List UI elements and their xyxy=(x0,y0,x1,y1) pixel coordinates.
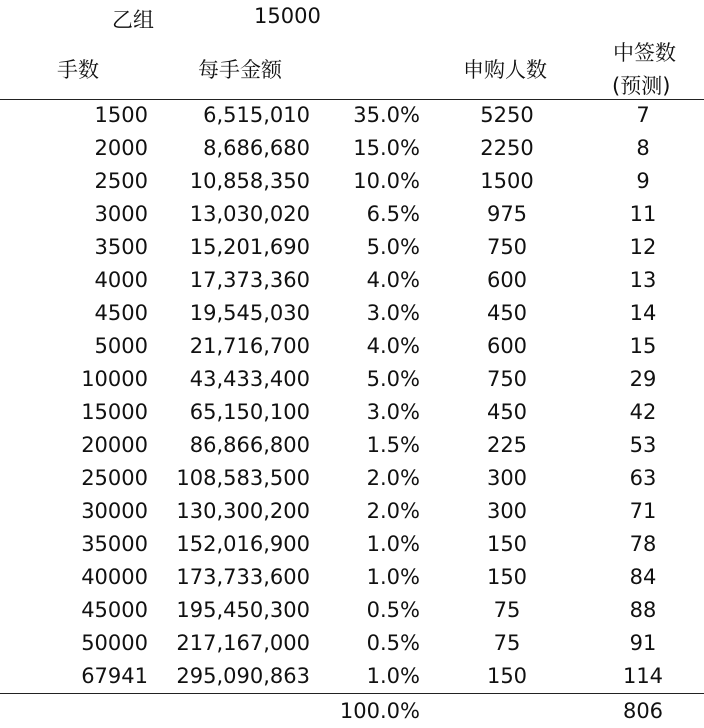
lots-cell: 67941 xyxy=(81,664,148,688)
table-row xyxy=(0,363,704,396)
winners-cell: 15 xyxy=(629,334,657,358)
table-row xyxy=(0,594,704,627)
table-row xyxy=(0,165,704,198)
applicants-cell: 450 xyxy=(486,400,528,424)
lots-cell: 3000 xyxy=(94,202,148,226)
group-label: 乙组 xyxy=(112,8,154,32)
winners-cell: 53 xyxy=(629,433,657,457)
total-winners: 806 xyxy=(622,699,664,723)
table-row xyxy=(0,660,704,693)
applicants-cell: 750 xyxy=(486,235,528,259)
lots-cell: 50000 xyxy=(81,631,148,655)
lots-cell: 2500 xyxy=(94,169,148,193)
amount-cell: 17,373,360 xyxy=(189,268,310,292)
winners-cell: 42 xyxy=(629,400,657,424)
percentage-cell: 1.0% xyxy=(366,664,420,688)
amount-cell: 6,515,010 xyxy=(203,103,310,127)
percentage-cell: 2.0% xyxy=(366,499,420,523)
amount-cell: 43,433,400 xyxy=(189,367,310,391)
table-row xyxy=(0,495,704,528)
percentage-cell: 3.0% xyxy=(366,301,420,325)
percentage-cell: 0.5% xyxy=(366,631,420,655)
table-row xyxy=(0,627,704,660)
winners-cell: 84 xyxy=(629,565,657,589)
applicants-cell: 450 xyxy=(486,301,528,325)
percentage-cell: 3.0% xyxy=(366,400,420,424)
percentage-cell: 4.0% xyxy=(366,268,420,292)
table-row xyxy=(0,297,704,330)
amount-cell: 108,583,500 xyxy=(176,466,310,490)
applicants-cell: 750 xyxy=(486,367,528,391)
applicants-cell: 600 xyxy=(486,268,528,292)
lots-cell: 40000 xyxy=(81,565,148,589)
winners-cell: 78 xyxy=(629,532,657,556)
group-value: 15000 xyxy=(254,4,321,28)
percentage-cell: 35.0% xyxy=(353,103,420,127)
amount-cell: 13,030,020 xyxy=(189,202,310,226)
percentage-cell: 1.0% xyxy=(366,532,420,556)
applicants-cell: 2250 xyxy=(480,136,534,160)
applicants-cell: 300 xyxy=(486,466,528,490)
winners-cell: 13 xyxy=(629,268,657,292)
amount-cell: 8,686,680 xyxy=(203,136,310,160)
applicants-cell: 150 xyxy=(486,565,528,589)
lots-cell: 1500 xyxy=(94,103,148,127)
percentage-cell: 15.0% xyxy=(353,136,420,160)
total-percentage: 100.0% xyxy=(339,699,420,723)
lots-cell: 15000 xyxy=(81,400,148,424)
winners-cell: 114 xyxy=(622,664,664,688)
lots-cell: 3500 xyxy=(94,235,148,259)
table-row xyxy=(0,231,704,264)
amount-cell: 152,016,900 xyxy=(176,532,310,556)
lots-cell: 5000 xyxy=(94,334,148,358)
lots-cell: 20000 xyxy=(81,433,148,457)
table-row xyxy=(0,528,704,561)
table-row xyxy=(0,429,704,462)
winners-cell: 9 xyxy=(636,169,650,193)
winners-cell: 12 xyxy=(629,235,657,259)
percentage-cell: 4.0% xyxy=(366,334,420,358)
amount-cell: 195,450,300 xyxy=(176,598,310,622)
table-row xyxy=(0,330,704,363)
amount-cell: 86,866,800 xyxy=(189,433,310,457)
amount-cell: 21,716,700 xyxy=(189,334,310,358)
applicants-cell: 150 xyxy=(486,664,528,688)
percentage-cell: 10.0% xyxy=(353,169,420,193)
winners-cell: 71 xyxy=(629,499,657,523)
amount-cell: 19,545,030 xyxy=(189,301,310,325)
applicants-cell: 1500 xyxy=(480,169,534,193)
applicants-cell: 975 xyxy=(486,202,528,226)
amount-cell: 295,090,863 xyxy=(176,664,310,688)
winners-cell: 14 xyxy=(629,301,657,325)
lots-cell: 10000 xyxy=(81,367,148,391)
amount-cell: 65,150,100 xyxy=(189,400,310,424)
applicants-cell: 150 xyxy=(486,532,528,556)
lots-cell: 30000 xyxy=(81,499,148,523)
lots-cell: 25000 xyxy=(81,466,148,490)
winners-cell: 91 xyxy=(629,631,657,655)
lots-cell: 2000 xyxy=(94,136,148,160)
table-row xyxy=(0,396,704,429)
totals-divider xyxy=(0,693,704,694)
table-row xyxy=(0,132,704,165)
table-row xyxy=(0,462,704,495)
header-winners: 中签数 xyxy=(613,41,676,65)
amount-cell: 15,201,690 xyxy=(189,235,310,259)
winners-cell: 11 xyxy=(629,202,657,226)
header-lots: 手数 xyxy=(57,58,99,82)
amount-cell: 173,733,600 xyxy=(176,565,310,589)
lots-cell: 45000 xyxy=(81,598,148,622)
percentage-cell: 5.0% xyxy=(366,235,420,259)
totals-row xyxy=(0,695,704,728)
winners-cell: 7 xyxy=(636,103,650,127)
header-winners-forecast: (预测) xyxy=(612,74,671,98)
amount-cell: 10,858,350 xyxy=(189,169,310,193)
applicants-cell: 5250 xyxy=(480,103,534,127)
percentage-cell: 1.0% xyxy=(366,565,420,589)
winners-cell: 29 xyxy=(629,367,657,391)
applicants-cell: 300 xyxy=(486,499,528,523)
table-row xyxy=(0,561,704,594)
winners-cell: 88 xyxy=(629,598,657,622)
lots-cell: 35000 xyxy=(81,532,148,556)
table-row xyxy=(0,198,704,231)
applicants-cell: 75 xyxy=(493,598,521,622)
applicants-cell: 75 xyxy=(493,631,521,655)
percentage-cell: 5.0% xyxy=(366,367,420,391)
header-applicants: 申购人数 xyxy=(463,58,547,82)
winners-cell: 8 xyxy=(636,136,650,160)
winners-cell: 63 xyxy=(629,466,657,490)
applicants-cell: 225 xyxy=(486,433,528,457)
amount-cell: 130,300,200 xyxy=(176,499,310,523)
applicants-cell: 600 xyxy=(486,334,528,358)
percentage-cell: 6.5% xyxy=(366,202,420,226)
lots-cell: 4000 xyxy=(94,268,148,292)
table-row xyxy=(0,264,704,297)
table-row xyxy=(0,99,704,132)
percentage-cell: 2.0% xyxy=(366,466,420,490)
amount-cell: 217,167,000 xyxy=(176,631,310,655)
lots-cell: 4500 xyxy=(94,301,148,325)
percentage-cell: 1.5% xyxy=(366,433,420,457)
header-amount: 每手金额 xyxy=(198,58,282,82)
percentage-cell: 0.5% xyxy=(366,598,420,622)
